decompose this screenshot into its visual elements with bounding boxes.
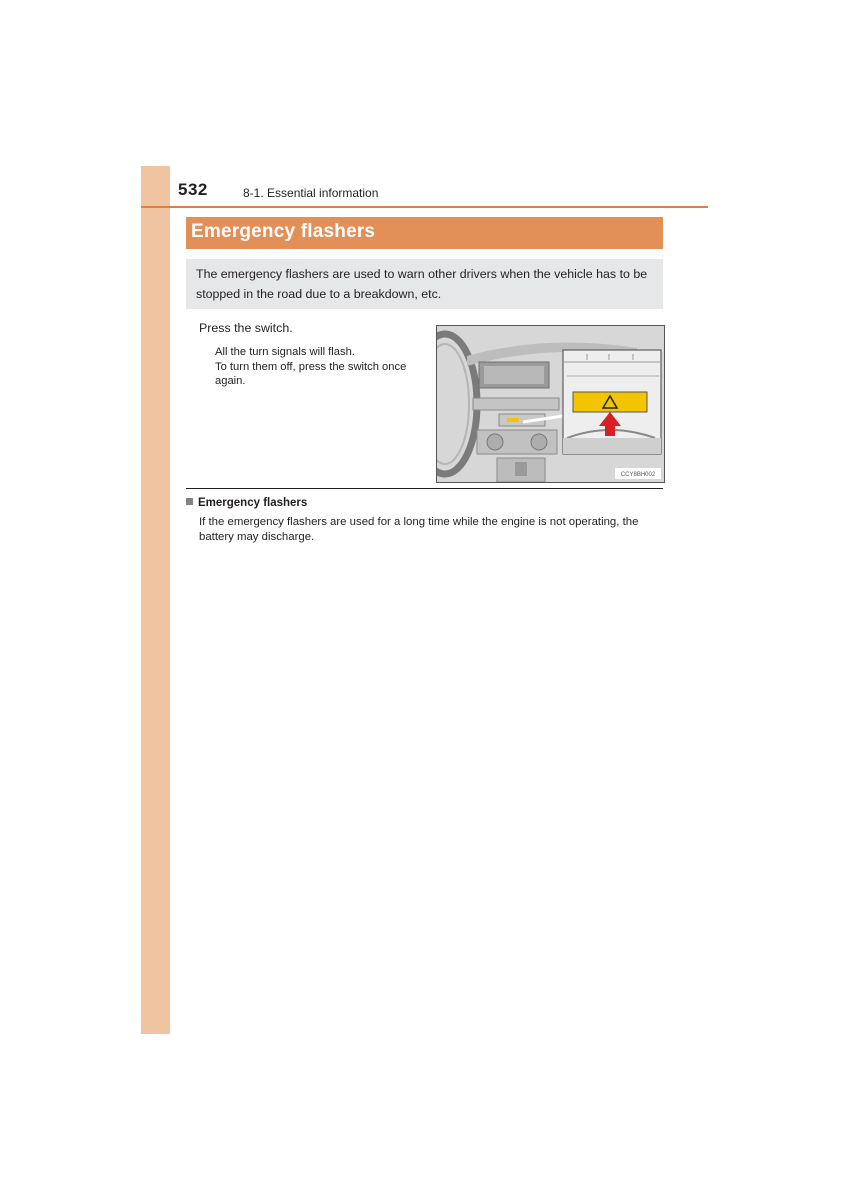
page-number: 532 [178, 180, 208, 199]
dial-left [487, 434, 503, 450]
figure-code: CCY8BH002 [620, 472, 656, 478]
side-tab [141, 166, 170, 1034]
dashboard-svg [437, 326, 664, 482]
zoom-inset [563, 350, 661, 454]
step-detail-line: All the turn signals will flash. [215, 346, 355, 358]
step-details [215, 345, 427, 389]
section-title: Emergency flashers [191, 221, 376, 242]
step-detail-line: again. [215, 375, 246, 387]
vent-strip [473, 398, 559, 410]
dial-right [531, 434, 547, 450]
section-title-bar [186, 217, 663, 249]
note-divider [186, 488, 663, 489]
display-glass [484, 366, 544, 384]
step-detail-line: To turn them off, press the switch once [215, 360, 407, 373]
intro-box [186, 259, 663, 309]
dashboard-illustration [436, 325, 665, 483]
bullet-square-icon [186, 498, 193, 505]
page-header [141, 166, 708, 208]
note-heading [186, 497, 307, 509]
note-text: If the emergency flashers are used for a long time while the engine is not operating, the battery may discharge. [199, 516, 639, 543]
hazard-switch-small [507, 418, 519, 422]
header-rule [141, 206, 708, 208]
section-label: 8-1. Essential information [243, 186, 379, 200]
note-heading-text: Emergency flashers [198, 497, 308, 509]
step-instruction: Press the switch. [199, 321, 293, 335]
shifter [515, 462, 527, 476]
intro-text: The emergency flashers are used to warn other drivers when the vehicle has to be stopped in the road due to a breakdown, etc. [196, 267, 648, 301]
